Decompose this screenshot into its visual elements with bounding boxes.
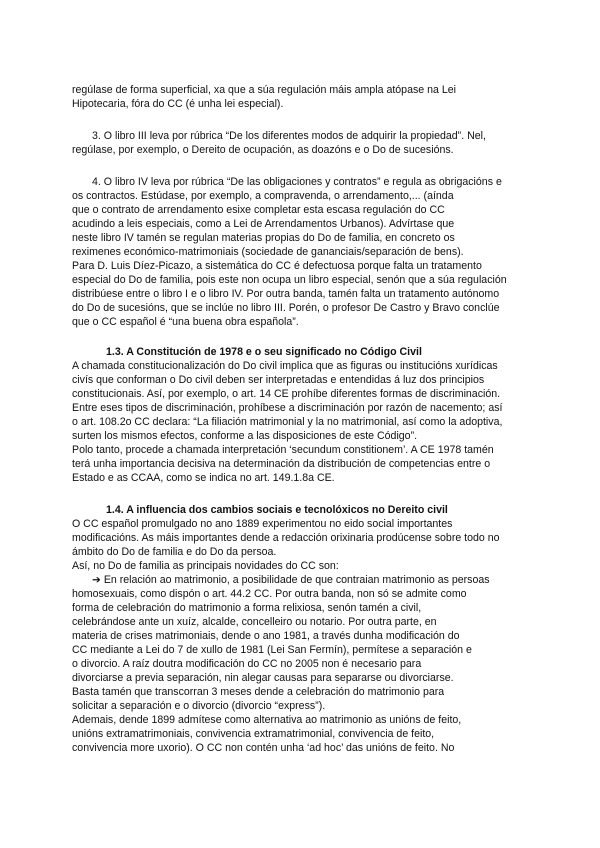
text-line: acudindo a leis especiais, como a Lei de Arrendamentos Urbanos). Advírtase que	[72, 218, 455, 230]
text-line: Basta tamén que transcorran 3 meses dende a celebración do matrimonio para	[72, 686, 445, 698]
text-line: Hipotecaria, fóra do CC (é unha lei especial).	[72, 98, 284, 110]
text-line: forma de celebración do matrimonio a forma relixiosa, senón tamén a civil,	[72, 602, 422, 614]
text-line: regúlase de forma superficial, xa que a súa regulación máis ampla atópase na Lei	[72, 84, 456, 96]
text-line: do Do de sucesións, que se inclúe no libro III. Porén, o profesor De Castro y Bravo conclúe	[72, 302, 500, 314]
text-line: Así, no Do de familia as principais novidades do CC son:	[72, 560, 339, 572]
text-line: Estado e as CCAA, como se indica no art. 149.1.8a CE.	[72, 472, 335, 484]
text-line: os contractos. Estúdase, por exemplo, a compravenda, o arrendamento,... (aínda	[72, 190, 454, 202]
text-line: modificacións. As máis importantes dende a redacción orixinaria prodúcense sobre todo no	[72, 532, 500, 544]
text-line: Entre eses tipos de discriminación, prohíbese a discriminación por razón de nacemento; así	[72, 402, 503, 414]
text-line: Polo tanto, procede a chamada interpretación ‘secundum constitionem’. A CE 1978 tamén	[72, 444, 494, 456]
text-line: especial do Do de familia, pois este non ocupa un libro especial, senón que a súa regulación	[72, 274, 507, 286]
text-line: Ademais, dende 1899 admítese como alternativa ao matrimonio as unións de feito,	[72, 714, 462, 726]
text-line: A chamada constitucionalización do Do civil implica que as figuras ou institucións xurídicas	[72, 360, 498, 372]
text-line: terá unha importancia decisiva na determinación da distribución de competencias entre o	[72, 458, 491, 470]
text-line: ámbito do Do de familia e do Do da persoa.	[72, 546, 277, 558]
text-line: regúlase, por exemplo, o Dereito de ocupación, as doazóns e o Do de sucesións.	[72, 144, 454, 156]
text-line: que o contrato de arrendamento esixe completar esta escasa regulación do CC	[72, 204, 445, 216]
text-line: que o CC español é “una buena obra española”.	[72, 316, 299, 328]
text-line: civís que conforman o Do civil deben ser interpretadas e entendidas á luz dos principios	[72, 374, 485, 386]
text-line: unións extramatrimoniais, convivencia extramatrimonial, convivencia de feito,	[72, 728, 435, 740]
section-heading: 1.3. A Constitución de 1978 e o seu significado no Código Civil	[106, 346, 422, 358]
text-line: materia de crises matrimoniais, dende o ano 1981, a través dunha modificación do	[72, 630, 460, 642]
bullet-line: ➔ En relación ao matrimonio, a posibilidade de que contraian matrimonio as persoas	[92, 574, 490, 586]
text-line: homosexuais, como dispón o art. 44.2 CC. Por outra banda, non só se admite como	[72, 588, 467, 600]
text-line: 4. O libro IV leva por rúbrica “De las obligaciones y contratos” e regula as obrigacións e	[92, 176, 502, 188]
text-line: neste libro IV tamén se regulan materias propias do Do de familia, en concreto os	[72, 232, 455, 244]
text-line: distribúese entre o libro I e o libro IV. Por outra banda, tamén falta un tratamento autónomo	[72, 288, 500, 300]
text-line: convivencia more uxorio). O CC non contén unha ‘ad hoc’ das unións de feito. No	[72, 742, 455, 754]
text-line: 3. O libro III leva por rúbrica “De los diferentes modos de adquirir la propiedad”. Nel,	[92, 130, 486, 142]
text-line: solicitar a separación e o divorcio (divorcio “express”).	[72, 700, 326, 712]
text-line: O CC español promulgado no ano 1889 experimentou no eido social importantes	[72, 518, 453, 530]
text-line: surten los mismos efectos, conforme a las disposiciones de este Código”.	[72, 430, 418, 442]
text-line: o divorcio. A raíz doutra modificación do CC no 2005 non é necesario para	[72, 658, 422, 670]
section-heading: 1.4. A influencia dos cambios sociais e tecnolóxicos no Dereito civil	[106, 504, 448, 516]
text-line: o art. 108.2o CC declara: “La filiación matrimonial y la no matrimonial, así como la adoptiva,	[72, 416, 503, 428]
text-line: reximenes económico-matrimoniais (sociedade de gananciais/separación de bens).	[72, 246, 464, 258]
text-line: CC mediante a Lei do 7 de xullo de 1981 (Lei San Fermín), permítese a separación e	[72, 644, 472, 656]
text-line: Para D. Luis Díez-Picazo, a sistemática do CC é defectuosa porque falta un tratamento	[72, 260, 482, 272]
text-line: constitucionais. Así, por exemplo, o art. 14 CE prohíbe diferentes formas de discriminación.	[72, 388, 501, 400]
text-line: divorciarse a previa separación, nin alegar causas para separarse ou divorciarse.	[72, 672, 454, 684]
text-line: celebrándose ante un xuíz, alcalde, concelleiro ou notario. Por outra parte, en	[72, 616, 437, 628]
